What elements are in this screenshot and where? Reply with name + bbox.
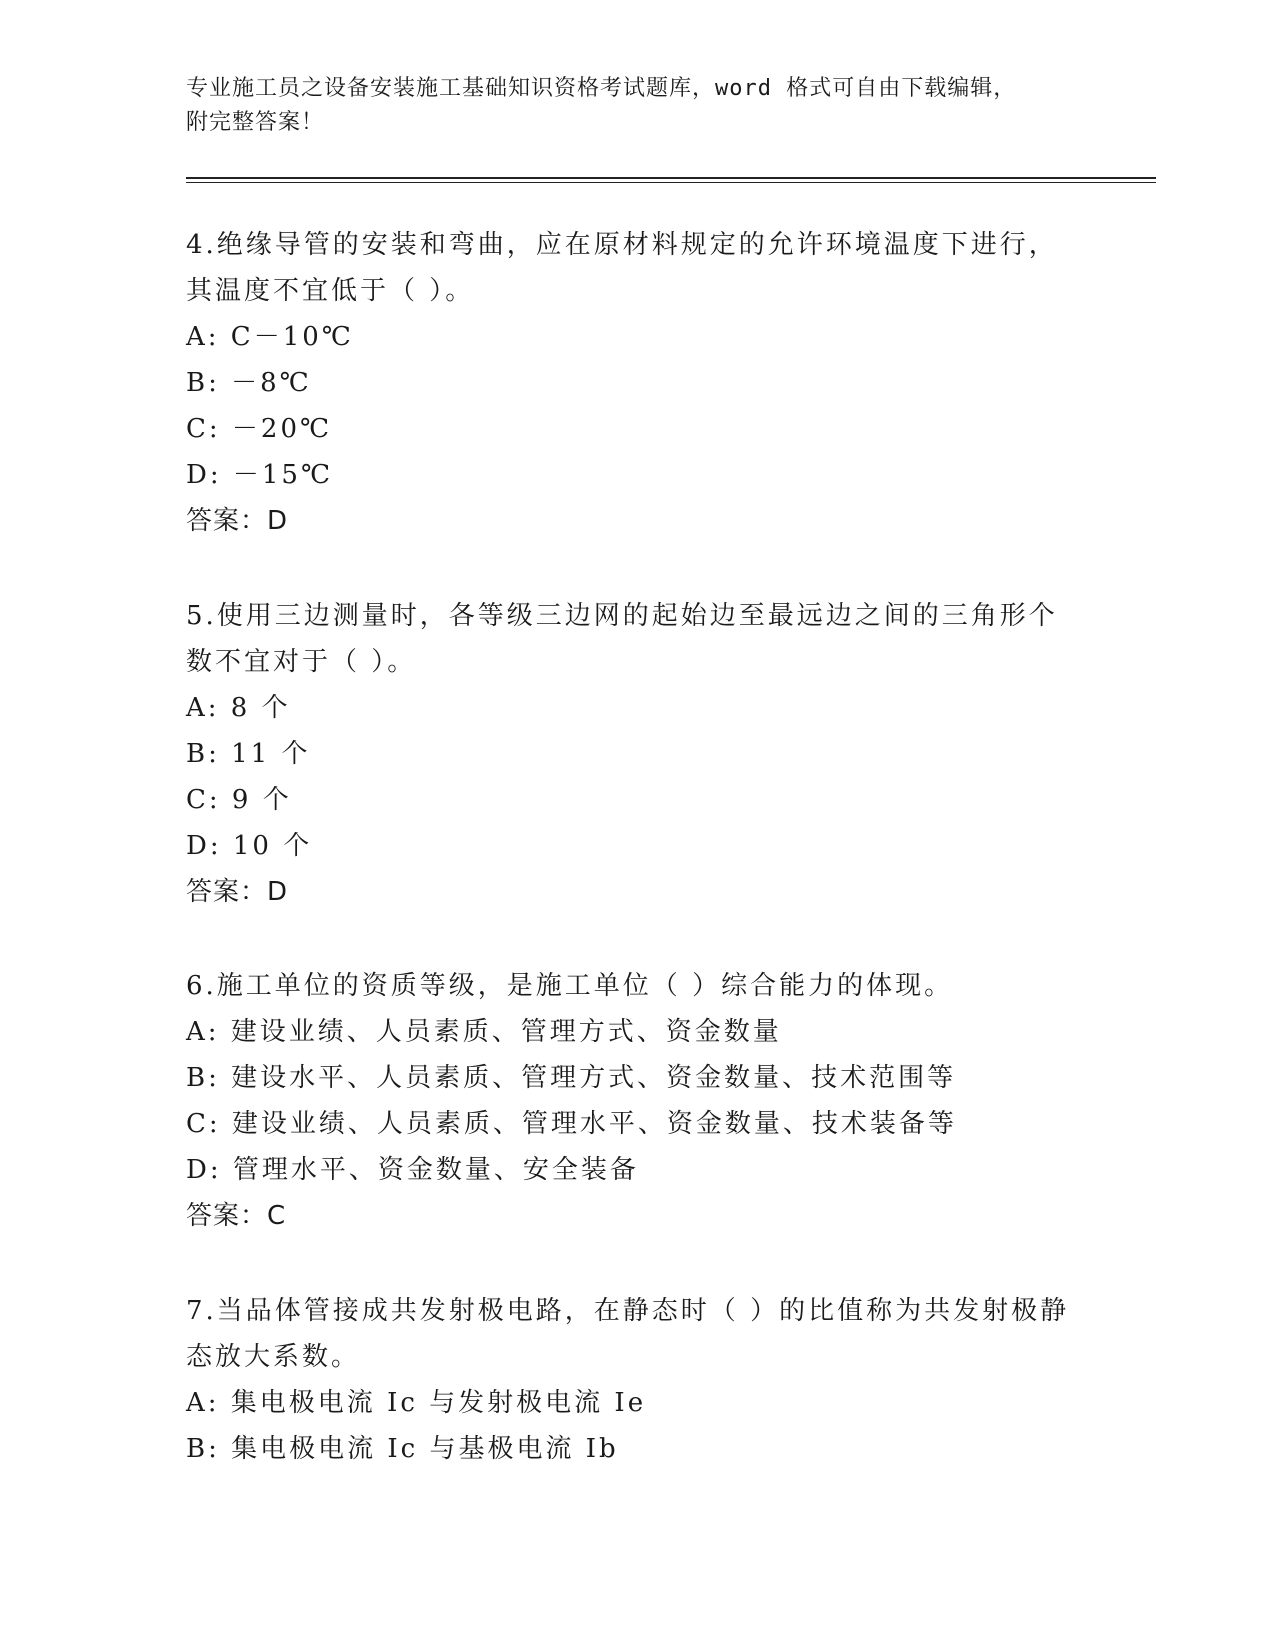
- option-d: D: 管理水平、资金数量、安全装备: [186, 1155, 639, 1185]
- question-stem-line: 4.绝缘导管的安装和弯曲，应在原材料规定的允许环境温度下进行，: [186, 230, 1058, 260]
- question-7: [186, 1288, 1086, 1472]
- header-divider-thick: [186, 177, 1156, 179]
- question-stem-line: 6.施工单位的资质等级，是施工单位（ ）综合能力的体现。: [186, 971, 954, 1001]
- option-a: A: 8 个: [186, 693, 291, 723]
- option-b: B: 11 个: [186, 739, 311, 769]
- option-b: B: 集电极电流 Ic 与基极电流 Ib: [186, 1434, 619, 1464]
- question-6: [186, 963, 1086, 1239]
- answer: 答案：D: [186, 877, 289, 907]
- header-line-2: 附完整答案！: [186, 110, 325, 135]
- question-stem-line: 数不宜对于（ ）。: [186, 647, 417, 677]
- question-stem-line: 5.使用三边测量时，各等级三边网的起始边至最远边之间的三角形个: [186, 601, 1058, 631]
- option-b: B: －8℃: [186, 368, 312, 398]
- question-stem-line: 其温度不宜低于（ ）。: [186, 276, 475, 306]
- option-b: B: 建设水平、人员素质、管理方式、资金数量、技术范围等: [186, 1063, 957, 1093]
- option-c: C: －20℃: [186, 414, 333, 444]
- option-d: D: －15℃: [186, 460, 334, 490]
- option-c: C: 9 个: [186, 785, 292, 815]
- option-c: C: 建设业绩、人员素质、管理水平、资金数量、技术装备等: [186, 1109, 957, 1139]
- answer: 答案：C: [186, 1201, 287, 1231]
- option-d: D: 10 个: [186, 831, 313, 861]
- question-stem-line: 态放大系数。: [186, 1342, 361, 1372]
- answer: 答案：D: [186, 506, 289, 536]
- question-5: [186, 593, 1086, 915]
- question-4: [186, 222, 1086, 544]
- option-a: A: C－10℃: [186, 322, 354, 352]
- document-header: [186, 72, 1066, 140]
- option-a: A: 集电极电流 Ic 与发射极电流 Ie: [186, 1388, 647, 1418]
- header-line-1: 专业施工员之设备安装施工基础知识资格考试题库，word 格式可自由下载编辑，: [186, 76, 1017, 101]
- header-divider-thin: [186, 182, 1156, 183]
- question-stem-line: 7.当品体管接成共发射极电路，在静态时（ ）的比值称为共发射极静: [186, 1296, 1070, 1326]
- option-a: A: 建设业绩、人员素质、管理方式、资金数量: [186, 1017, 782, 1047]
